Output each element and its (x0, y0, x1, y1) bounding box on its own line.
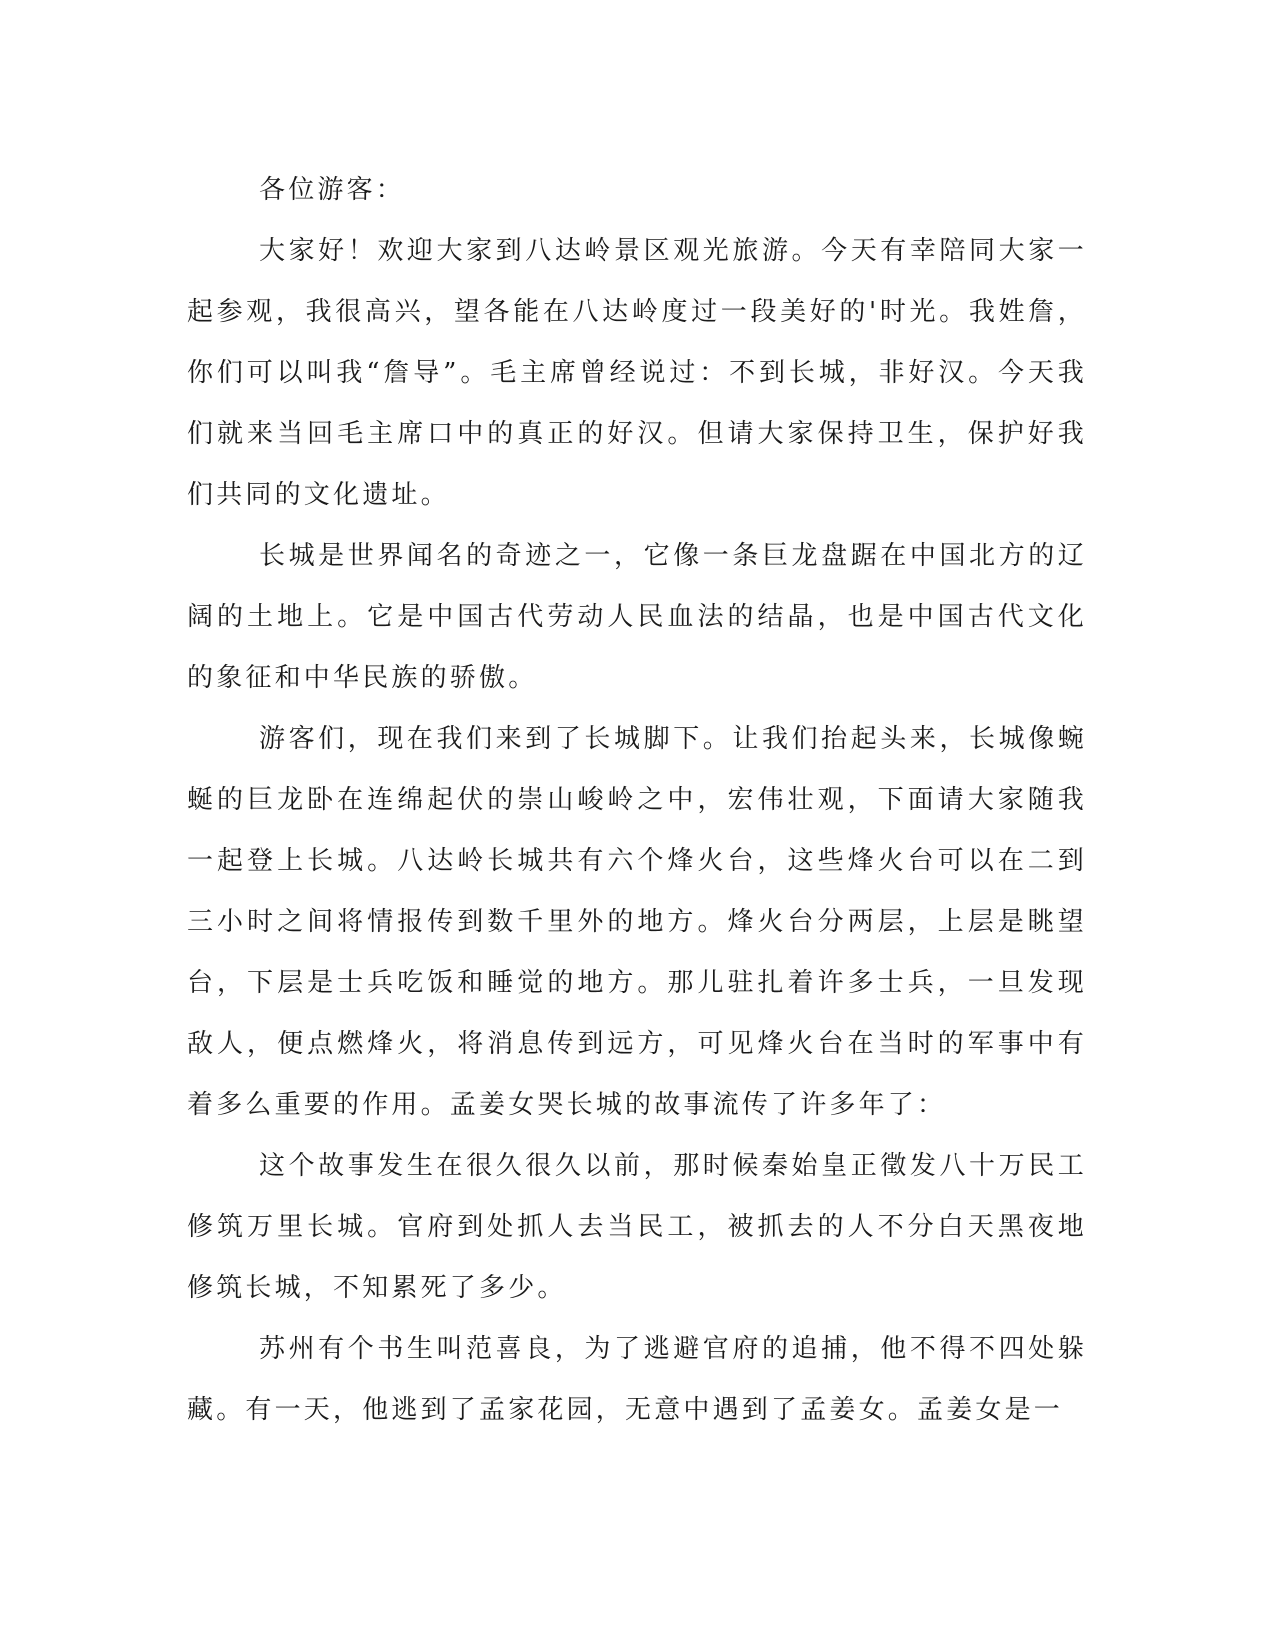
document-body (187, 160, 1087, 1441)
greeting-paragraph: 各位游客： (259, 175, 406, 205)
welcome-paragraph: 大家好！欢迎大家到八达岭景区观光旅游。今天有幸陪同大家一起参观，我很高兴，望各能在八达岭度过一段美好的'时光。我姓詹，你们可以叫我“詹导”。毛主席曾经说过：不到长城，非好汉。今天我们就来当回毛主席口中的真正的好汉。但请大家保持卫生，保护好我们共同的文化遗址。 (187, 236, 1087, 510)
story-beginning-paragraph: 这个故事发生在很久很久以前，那时候秦始皇正徵发八十万民工修筑万里长城。官府到处抓人去当民工，被抓去的人不分白天黑夜地修筑长城，不知累死了多少。 (187, 1151, 1087, 1303)
fan-xiliang-paragraph: 苏州有个书生叫范喜良，为了逃避官府的追捕，他不得不四处躲藏。有一天，他逃到了孟家花园，无意中遇到了孟姜女。孟姜女是一 (187, 1334, 1087, 1425)
great-wall-intro-paragraph: 长城是世界闻名的奇迹之一，它像一条巨龙盘踞在中国北方的辽阔的土地上。它是中国古代劳动人民血法的结晶，也是中国古代文化的象征和中华民族的骄傲。 (187, 541, 1087, 693)
beacon-tower-paragraph: 游客们，现在我们来到了长城脚下。让我们抬起头来，长城像蜿蜒的巨龙卧在连绵起伏的崇山峻岭之中，宏伟壮观，下面请大家随我一起登上长城。八达岭长城共有六个烽火台，这些烽火台可以在二到三小时之间将情报传到数千里外的地方。烽火台分两层，上层是眺望台，下层是士兵吃饭和睡觉的地方。那儿驻扎着许多士兵，一旦发现敌人，便点燃烽火，将消息传到远方，可见烽火台在当时的军事中有着多么重要的作用。孟姜女哭长城的故事流传了许多年了： (187, 724, 1087, 1120)
